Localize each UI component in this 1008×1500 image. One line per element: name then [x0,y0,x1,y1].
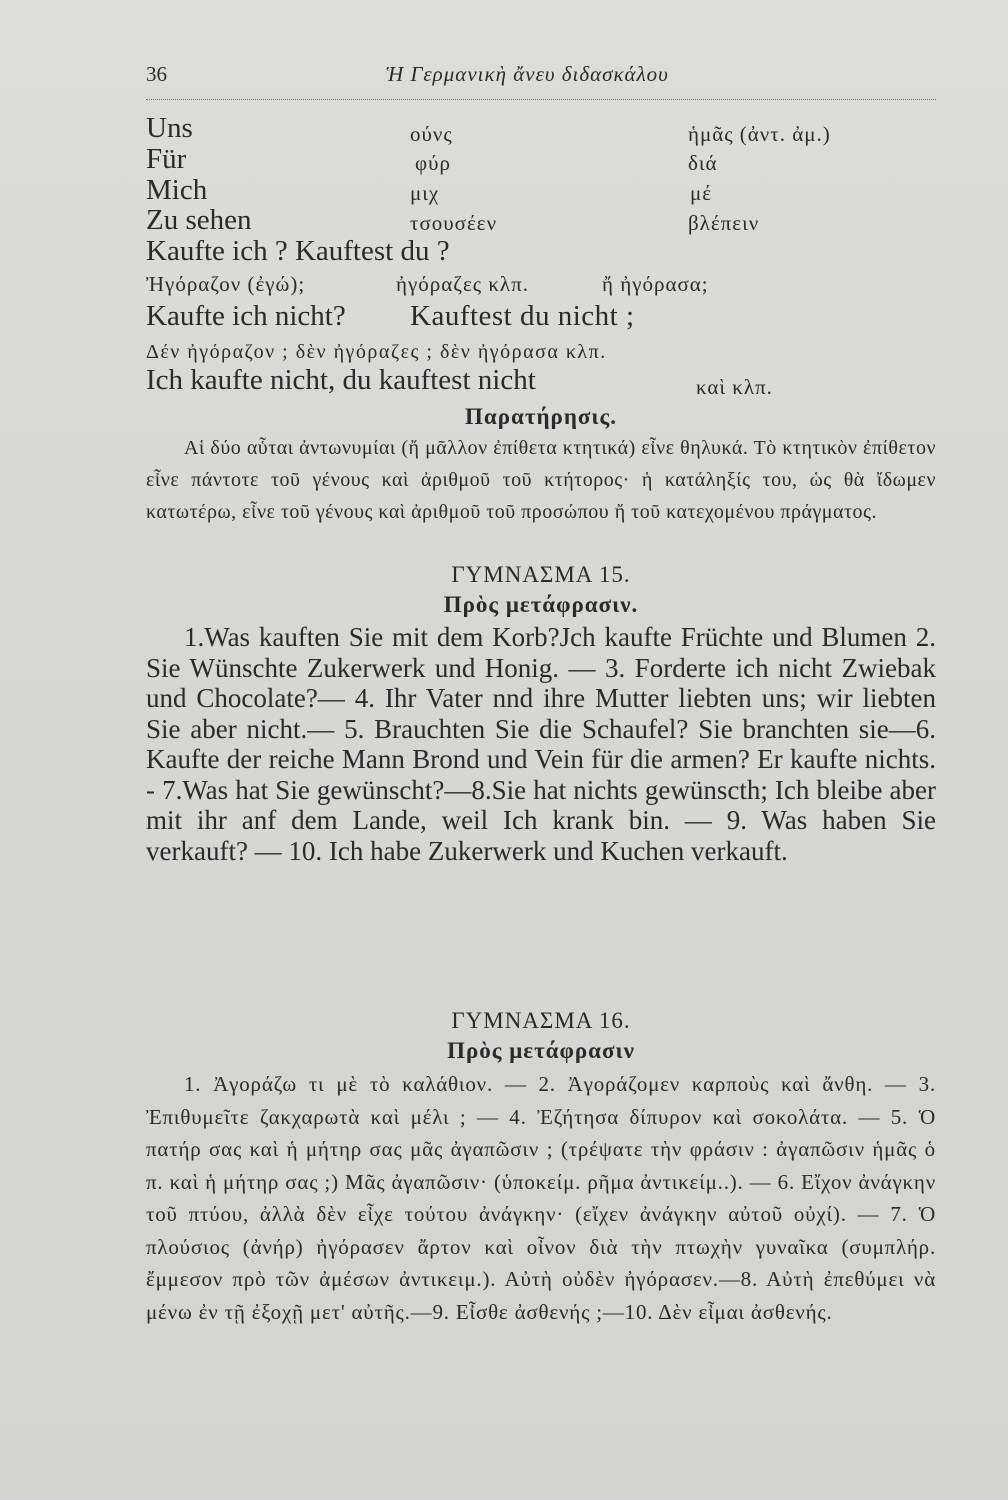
vocab-de: Uns [146,112,193,144]
remark-title: Παρατήρησις. [465,404,617,429]
exercise-15-subheading: Πρὸς μετάφρασιν. [443,592,639,617]
page-number: 36 [146,62,167,86]
vocab-pron: τσουσέεν [410,211,498,235]
vocab-gr: ἡμᾶς (ἀντ. ἀμ.) [688,122,831,146]
example-line: ἤ ἠγόρασα; [602,272,709,296]
vocab-de: Zu sehen [146,204,252,236]
vocab-gr: βλέπειν [688,211,760,235]
header-rule [146,99,936,100]
example-line: καὶ κλπ. [696,375,773,399]
vocab-pron: μιχ [410,181,440,205]
vocab-de: Mich [146,174,208,206]
vocab-pron: φύρ [415,151,451,175]
example-line: Kaufte ich ? Kauftest du ? [146,235,450,267]
example-line: Kauftest du nicht ; [410,300,635,332]
exercise-16-subheading: Πρὸς μετάφρασιν [447,1038,635,1063]
vocab-pron: ούνς [410,122,453,146]
page-header [146,62,936,92]
example-line: Δέν ἠγόραζον ; δὲν ἠγόραζες ; δὲν ἠγόρασα κλπ. [146,341,607,363]
vocab-gr: διά [688,151,718,175]
example-line: Ἠγόραζον (ἐγώ); [146,272,306,296]
example-line: Ich kaufte nicht, du kauftest nicht [146,364,536,396]
exercise-15-text: 1.Was kauften Sie mit dem Korb?Jch kaufte Früchte und Blumen 2. Sie Wünschte Zukerwerk und Honig. — 3. Forderte ich nicht Zwiebak und Chocolate?— 4. Ihr Vater nnd ihre Mutter liebten uns; wir liebten Sie aber nicht.— 5. Brauchten Sie die Schaufel? Sie branchten sie—6. Kaufte der reiche Mann Brond und Vein für die armen? Er kaufte nichts. - 7.Was hat Sie gewünscht?—8.Sie hat nichts gewünscth; Ich bleibe aber mit ihr anf dem Lande, weil Ich krank bin. — 9. Was haben Sie verkauft? — 10. Ich habe Zukerwerk und Kuchen verkauft. [146,622,936,866]
exercise-16-heading: ΓΥΜΝΑΣΜΑ 16. [451,1008,631,1033]
vocab-gr: μέ [690,181,713,205]
exercise-16-text: 1. Ἀγοράζω τι μὲ τὸ καλάθιον. — 2. Ἀγοράζομεν καρποὺς καὶ ἄνθη. — 3. Ἐπιθυμεῖτε ζακχαρωτὰ καὶ μέλι ; — 4. Ἐζήτησα δίπυρον καὶ σοκολάτα. — 5. Ὁ πατήρ σας καὶ ἡ μήτηρ σας μᾶς ἀγαπῶσιν ; (τρέψατε τὴν φράσιν : ἀγαπῶσιν ἡμᾶς ὁ π. καὶ ἡ μήτηρ σας ;) Μᾶς ἀγαπῶσιν· (ὑποκείμ. ρῆμα ἀντικείμ..). — 6. Εἴχον ἀνάγκην τοῦ πτύου, ἀλλὰ δὲν εἶχε τούτου ἀνάγκην· (εἴχεν ἀνάγκην αὐτοῦ οὐχί). — 7. Ὁ πλούσιος (ἀνήρ) ἠγόρασεν ἄρτον καὶ οἶνον διὰ τὴν πτωχὴν γυναῖκα (συμπλήρ. ἔμμεσον πρὸ τῶν ἀμέσων ἀντικειμ.). Αὐτὴ οὐδὲν ἠγόρασεν.—8. Αὐτὴ ἐπεθύμει νὰ μένω ἐν τῇ ἐξοχῇ μετ' αὐτῆς.—9. Εἶσθε ἀσθενής ;—10. Δὲν εἶμαι ἀσθενής. [146,1072,936,1324]
remark-text: Αἱ δύο αὗται ἀντωνυμίαι (ἤ μᾶλλον ἐπίθετα κτητικά) εἶνε θηλυκά. Τὸ κτητικὸν ἐπίθετον εἶνε πάντοτε τοῦ γένους καὶ ἀριθμοῦ τοῦ κτήτορος· ἡ κατάληξίς του, ὡς θὰ ἴδωμεν κατωτέρω, εἶνε τοῦ γένους καὶ ἀριθμοῦ τοῦ προσώπου ἤ τοῦ κατεχομένου πράγματος. [146,437,936,523]
example-line: Kaufte ich nicht? [146,300,346,332]
vocab-de: Für [146,143,187,175]
exercise-15-heading: ΓΥΜΝΑΣΜΑ 15. [451,562,631,587]
running-title: Ἡ Γερμανικὴ ἄνευ διδασκάλου [386,62,669,86]
example-line: ἠγόραζες κλπ. [396,272,529,296]
